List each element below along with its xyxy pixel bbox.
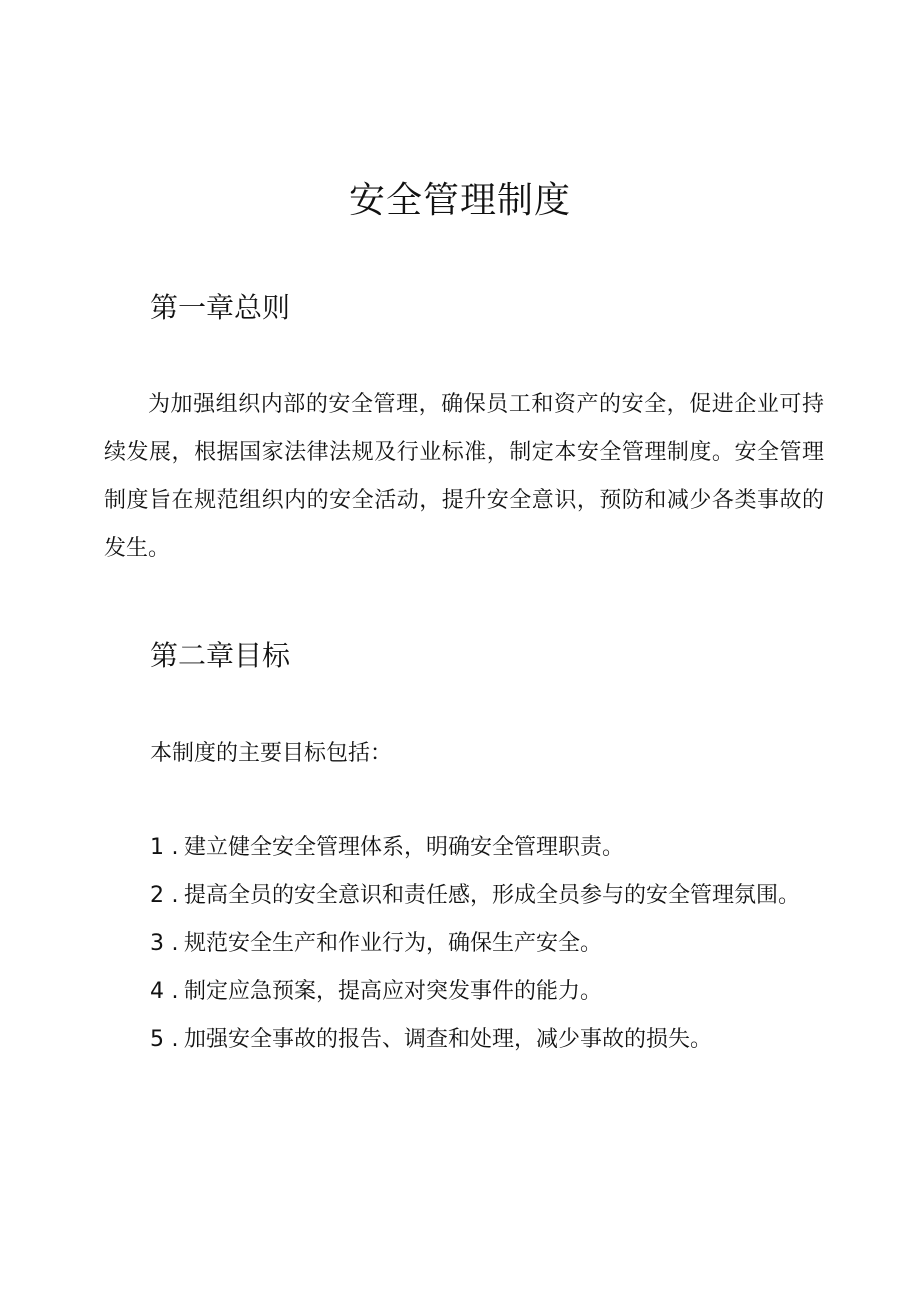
chapter-2-heading: 第二章目标 [150, 639, 291, 672]
chapter-2-intro: 本制度的主要目标包括： [150, 741, 393, 766]
goal-separator: . [171, 979, 179, 1004]
goal-separator: . [171, 1027, 179, 1052]
goal-item-4 [150, 968, 870, 1016]
chapter-1-paragraph: 为加强组织内部的安全管理，确保员工和资产的安全，促进企业可持续发展，根据国家法律法规及行业标准，制定本安全管理制度。安全管理制度旨在规范组织内的安全活动，提升安全意识，预防和减少各类事故的发生。 [104, 392, 824, 561]
goal-text: 制定应急预案，提高应对突发事件的能力。 [184, 979, 603, 1004]
goal-number: 5 [150, 1027, 164, 1052]
document-title: 安全管理制度 [348, 180, 571, 221]
goal-number: 1 [150, 835, 164, 860]
goal-separator: . [171, 835, 179, 860]
goal-text: 加强安全事故的报告、调查和处理，减少事故的损失。 [184, 1027, 713, 1052]
goals-list [150, 824, 870, 1064]
goal-item-5 [150, 1016, 870, 1064]
goal-number: 4 [150, 979, 164, 1004]
goal-text: 规范安全生产和作业行为，确保生产安全。 [184, 931, 603, 956]
goal-separator: . [171, 931, 179, 956]
goal-item-3 [150, 920, 870, 968]
goal-number: 3 [150, 931, 164, 956]
goal-separator: . [171, 883, 179, 908]
goal-text: 提高全员的安全意识和责任感，形成全员参与的安全管理氛围。 [184, 883, 801, 908]
chapter-1-heading: 第一章总则 [150, 291, 291, 324]
goal-item-1 [150, 824, 870, 872]
goal-text: 建立健全安全管理体系，明确安全管理职责。 [184, 835, 625, 860]
goal-item-2 [150, 872, 870, 920]
goal-number: 2 [150, 883, 164, 908]
